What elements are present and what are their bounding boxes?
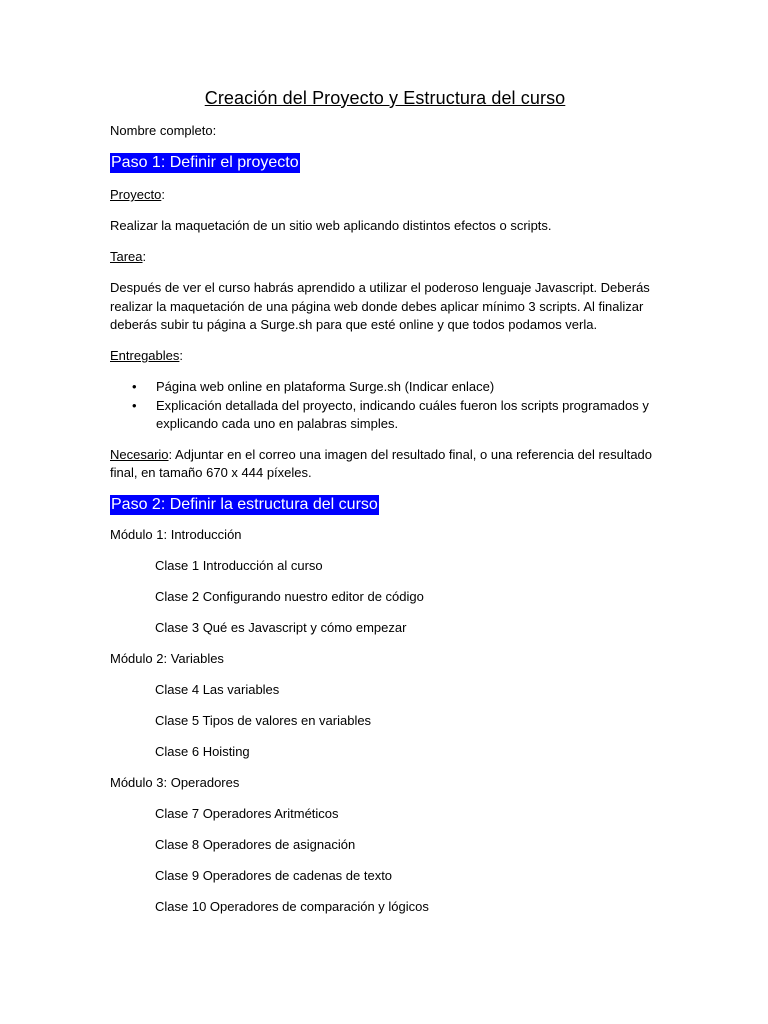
deliverables-label-line <box>110 347 660 366</box>
class-item: Clase 6 Hoisting <box>155 744 250 759</box>
class-item: Clase 9 Operadores de cadenas de texto <box>155 868 393 883</box>
deliverables-label: Entregables <box>110 348 180 363</box>
class-item: Clase 5 Tipos de valores en variables <box>155 713 372 728</box>
deliverable-text: Página web online en plataforma Surge.sh (Indicar enlace) <box>156 379 495 394</box>
bullet-icon: • <box>132 397 137 413</box>
deliverable-item <box>110 378 660 397</box>
project-text: Realizar la maquetación de un sitio web aplicando distintos efectos o scripts. <box>110 218 552 233</box>
module-title: Módulo 2: Variables <box>110 651 224 666</box>
name-label: Nombre completo: <box>110 123 217 138</box>
step1-heading: Paso 1: Definir el proyecto <box>111 154 299 171</box>
task-text: Después de ver el curso habrás aprendido a utilizar el poderoso lenguaje Javascript. Deberás realizar la maquetación de una página web donde debes aplicar mínimo 3 scripts. Al finalizar deberás subir tu página a Surge.sh para que esté online y que todos podamos verla. <box>110 280 650 332</box>
class-item: Clase 4 Las variables <box>155 682 280 697</box>
module-title: Módulo 3: Operadores <box>110 775 240 790</box>
task-label: Tarea <box>110 249 143 264</box>
deliverable-text: Explicación detallada del proyecto, indicando cuáles fueron los scripts programados y explicando cada uno en palabras simples. <box>156 397 649 431</box>
document-title: Creación del Proyecto y Estructura del curso <box>204 88 566 108</box>
class-item: Clase 1 Introducción al curso <box>155 558 323 573</box>
project-label: Proyecto <box>110 187 162 202</box>
class-item: Clase 10 Operadores de comparación y lógicos <box>155 899 429 914</box>
project-label-line <box>110 186 660 205</box>
module-title: Módulo 1: Introducción <box>110 527 242 542</box>
project-colon: : <box>161 187 165 202</box>
necessary-line <box>110 446 660 483</box>
step2-heading-wrap <box>110 495 660 515</box>
deliverable-item <box>110 397 660 434</box>
deliverables-list <box>110 378 660 434</box>
task-colon: : <box>142 249 147 264</box>
class-item: Clase 7 Operadores Aritméticos <box>155 806 339 821</box>
bullet-icon: • <box>132 379 137 394</box>
deliverables-colon: : <box>179 348 184 363</box>
task-label-line <box>110 248 660 267</box>
necessary-label: Necesario <box>110 446 169 462</box>
class-item: Clase 2 Configurando nuestro editor de código <box>155 589 424 604</box>
necessary-text: : Adjuntar en el correo una imagen del resultado final, o una referencia del resultado final, en tamaño 670 x 444 píxeles. <box>110 446 653 480</box>
document-content <box>110 86 660 929</box>
class-item: Clase 3 Qué es Javascript y cómo empezar <box>155 620 407 635</box>
step1-heading-wrap <box>110 153 660 173</box>
step2-heading: Paso 2: Definir la estructura del curso <box>111 496 378 513</box>
class-item: Clase 8 Operadores de asignación <box>155 837 356 852</box>
